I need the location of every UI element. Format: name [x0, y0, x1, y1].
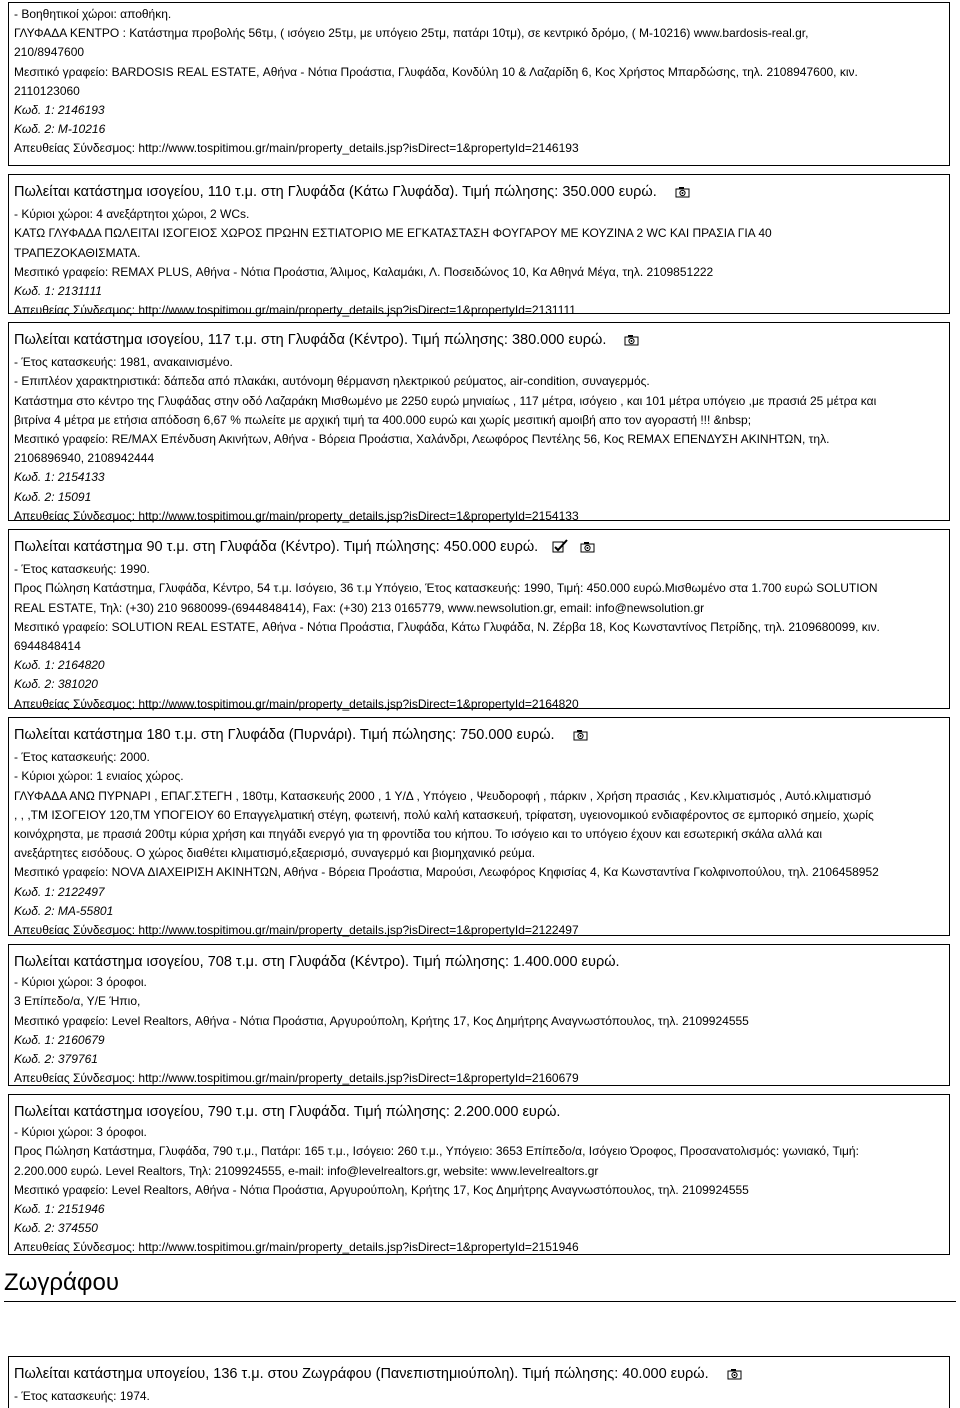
listing-title-text[interactable]: Πωλείται κατάστημα ισογείου, 708 τ.μ. στη Γλυφάδα (Κέντρο). Τιμή πώλησης: 1.400.000 ευρώ. [14, 954, 620, 970]
listing-card [8, 717, 950, 936]
listing-line: Μεσιτικό γραφείο: BARDOSIS REAL ESTATE, Αθήνα - Νότια Προάστια, Γλυφάδα, Κονδύλη 10 & Λαζαρίδη 6, Κος Χρήστος Μπαρδώσης, τηλ. 2108947600, κιν. [14, 64, 858, 79]
code-2: Κωδ. 2: 15091 [14, 489, 92, 504]
code-1: Κωδ. 1: 2164820 [14, 658, 105, 673]
listing-title-text[interactable]: Πωλείται κατάστημα ισογείου, 117 τ.μ. στη Γλυφάδα (Κέντρο). Τιμή πώλησης: 380.000 ευρώ. [14, 332, 607, 348]
listing-card [8, 1356, 950, 1408]
listing-title-text[interactable]: Πωλείται κατάστημα ισογείου, 790 τ.μ. στη Γλυφάδα. Τιμή πώλησης: 2.200.000 ευρώ. [14, 1104, 561, 1120]
listing-line: ανεξάρτητες εισόδους. Ο χώρος διαθέτει κλιματισμό,εξαερισμό, συναγερμό και βιομηχανικό ρεύμα. [14, 846, 536, 861]
listing-line: - Κύριοι χώροι: 3 όροφοι. [14, 975, 147, 990]
code-2: Κωδ. 2: M-10216 [14, 122, 106, 137]
section-heading: Ζωγράφου [4, 1269, 119, 1296]
listing-line: 3 Επίπεδο/α, Υ/Ε Ήπιο, [14, 994, 141, 1009]
listing-line: - Έτος κατασκευής: 1990. [14, 562, 150, 577]
listing-line: κοινόχρηστα, με πρασιά 200τμ κύρια χρήση και πηγάδι ενεργό για τη φροντίδα του κήπου. Το ισόγειο και το υπόγειο έχουν και εσωτερική σκάλα αλλά και [14, 826, 822, 841]
listing-line: Μεσιτικό γραφείο: Level Realtors, Αθήνα - Νότια Προάστια, Αργυρούπολη, Κρήτης 17, Κος Δημήτρης Αναγνωστόπουλος, τηλ. 2109924555 [14, 1013, 749, 1028]
code-1: Κωδ. 1: 2122497 [14, 884, 105, 899]
listing-line: - Κύριοι χώροι: 4 ανεξάρτητοι χώροι, 2 WCs. [14, 207, 250, 222]
listing-title[interactable] [14, 183, 949, 204]
listing-title-text[interactable]: Πωλείται κατάστημα ισογείου, 110 τ.μ. στη Γλυφάδα (Κάτω Γλυφάδα). Τιμή πώλησης: 350.000 ευρώ. [14, 184, 657, 200]
listing-line: - Κύριοι χώροι: 1 ενιαίος χώρος. [14, 769, 184, 784]
camera-icon[interactable] [573, 728, 588, 747]
direct-link[interactable]: Απευθείας Σύνδεσμος: http://www.tospitimou.gr/main/property_details.jsp?isDirect=1&propertyId=2131111 [14, 303, 576, 318]
listing-line: - Βοηθητικοί χώροι: αποθήκη. [14, 7, 172, 21]
code-2: Κωδ. 2: 374550 [14, 1221, 98, 1236]
code-1: Κωδ. 1: 2131111 [14, 283, 102, 298]
listing-line: - Έτος κατασκευής: 1981, ανακαινισμένο. [14, 355, 233, 370]
listing-line: ΓΛΥΦΑΔΑ ΚΕΝΤΡΟ : Κατάστημα προβολής 56τμ, ( ισόγειο 25τμ, με υπόγειο 25τμ, πατάρι 10τμ), σε κεντρικό δρόμο, ( Μ-10216) www.bardosis-real.gr, [14, 26, 809, 41]
listing-line: , , ,ΤΜ ΙΣΟΓΕΙΟΥ 120,ΤΜ ΥΠΟΓΕΙΟΥ 60 Επαγγελματική στέγη, φωτεινή, πολύ καλή κατασκευή, τρίφατση, υγειονομικού ενδιαφέροντος σε εμπορικό σημείο, χωρίς [14, 807, 874, 822]
listing-title-text[interactable]: Πωλείται κατάστημα υπογείου, 136 τ.μ. στου Ζωγράφου (Πανεπιστημιούπολη). Τιμή πώλησης: 40.000 ευρώ. [14, 1366, 709, 1382]
listing-line: 2106896940, 2108942444 [14, 451, 155, 466]
listing-line: ΓΛΥΦΑΔΑ ΑΝΩ ΠΥΡΝΑΡΙ , ΕΠΑΓ.ΣΤΕΓΗ , 180τμ, Κατασκευής 2000 , 1 Υ/Δ , Υπόγειο , Ψευδοροφή , πάρκιν , Χρήση πρασιάς , Κεν.κλιματισμός , Αυτό.κλιματισμό [14, 788, 872, 803]
code-1: Κωδ. 1: 2160679 [14, 1032, 105, 1047]
listing-line: Μεσιτικό γραφείο: RE/MAX Επένδυση Ακινήτων, Αθήνα - Βόρεια Προάστια, Χαλάνδρι, Λεωφόρος Πεντέλης 56, Κος REMAX ΕΠΕΝΔΥΣΗ ΑΚΙΝΗΤΩΝ, τηλ. [14, 431, 830, 446]
listing-line: - Κύριοι χώροι: 3 όροφοι. [14, 1125, 147, 1140]
listing-title[interactable] [14, 1365, 949, 1386]
direct-link[interactable]: Απευθείας Σύνδεσμος: http://www.tospitimou.gr/main/property_details.jsp?isDirect=1&propertyId=2146193 [14, 141, 579, 156]
listing-line: Κατάστημα στο κέντρο της Γλυφάδας στην οδό Λαζαράκη Μισθωμένο με 2250 ευρώ μηνιαίως , 117 μέτρα, ισόγειο , και 101 μέτρα υπόγειο ,με πρασιά 25 μέτρα και [14, 393, 877, 408]
code-1: Κωδ. 1: 2154133 [14, 470, 105, 485]
code-2: Κωδ. 2: 381020 [14, 677, 98, 692]
camera-icon[interactable] [580, 540, 595, 559]
listing-title[interactable] [14, 538, 949, 559]
listing-line: Μεσιτικό γραφείο: Level Realtors, Αθήνα - Νότια Προάστια, Αργυρούπολη, Κρήτης 17, Κος Δημήτρης Αναγνωστόπουλος, τηλ. 2109924555 [14, 1182, 749, 1197]
camera-icon[interactable] [727, 1367, 742, 1386]
code-2: Κωδ. 2: 379761 [14, 1051, 98, 1066]
listing-title[interactable] [14, 331, 949, 352]
listing-line: Προς Πώληση Κατάστημα, Γλυφάδα, Κέντρο, 54 τ.μ. Ισόγειο, 36 τ.μ Υπόγειο, Έτος κατασκευής: 1990, Τιμή: 450.000 ευρώ.Μισθωμένο στα 1.700 ευρώ SOLUTION [14, 581, 878, 596]
listing-line: Μεσιτικό γραφείο: SOLUTION REAL ESTATE, Αθήνα - Νότια Προάστια, Γλυφάδα, Κάτω Γλυφάδα, Ν. Ζέρβα 18, Κος Κωνσταντίνος Πετρίδης, τηλ. 2109680099, κιν. [14, 619, 880, 634]
listing-card [8, 944, 950, 1086]
camera-icon[interactable] [675, 185, 690, 204]
listing-card [8, 322, 950, 521]
listing-line: 2110123060 [14, 83, 80, 98]
listing-line: ΤΡΑΠΕΖΟΚΑΘΙΣΜΑΤΑ. [14, 245, 141, 260]
direct-link[interactable]: Απευθείας Σύνδεσμος: http://www.tospitimou.gr/main/property_details.jsp?isDirect=1&propertyId=2164820 [14, 696, 579, 711]
listing-title-text[interactable]: Πωλείται κατάστημα 180 τ.μ. στη Γλυφάδα (Πυρνάρι). Τιμή πώλησης: 750.000 ευρώ. [14, 727, 555, 743]
listing-intro [8, 2, 950, 166]
listing-line: Μεσιτικό γραφείο: NOVA ΔΙΑΧΕΙΡΙΣΗ ΑΚΙΝΗΤΩΝ, Αθήνα - Βόρεια Προάστια, Μαρούσι, Λεωφόρος Κηφισίας 4, Κα Κωνσταντίνα Γκολφινοπούλου, τηλ. 2106458952 [14, 865, 879, 880]
direct-link[interactable]: Απευθείας Σύνδεσμος: http://www.tospitimou.gr/main/property_details.jsp?isDirect=1&propertyId=2122497 [14, 922, 579, 937]
listing-title[interactable] [14, 953, 949, 972]
listing-line: REAL ESTATE, Τηλ: (+30) 210 9680099-(6944848414), Fax: (+30) 213 0165779, www.newsolution.gr, email: info@newsolution.gr [14, 600, 705, 615]
direct-link[interactable]: Απευθείας Σύνδεσμος: http://www.tospitimou.gr/main/property_details.jsp?isDirect=1&propertyId=2154133 [14, 508, 579, 523]
listing-line: Μεσιτικό γραφείο: REMAX PLUS, Αθήνα - Νότια Προάστια, Άλιμος, Καλαμάκι, Λ. Ποσειδώνος 10, Κα Αθηνά Μέγα, τηλ. 2109851222 [14, 264, 714, 279]
listing-title[interactable] [14, 726, 949, 747]
listing-title[interactable] [14, 1103, 949, 1122]
direct-link[interactable]: Απευθείας Σύνδεσμος: http://www.tospitimou.gr/main/property_details.jsp?isDirect=1&propertyId=2151946 [14, 1240, 579, 1255]
listing-line: βιτρίνα 4 μέτρα με ετήσια απόδοση 6,67 % πωλείτε με αρχική τιμή τα 400.000 ευρώ και χωρίς μεσιτική αμοιβή απο τον αγοραστή !!! &nbsp; [14, 412, 752, 427]
listing-line: 210/8947600 [14, 45, 85, 60]
listing-line: - Έτος κατασκευής: 1974. [14, 1389, 150, 1404]
direct-link[interactable]: Απευθείας Σύνδεσμος: http://www.tospitimou.gr/main/property_details.jsp?isDirect=1&propertyId=2160679 [14, 1071, 579, 1086]
code-1: Κωδ. 1: 2146193 [14, 102, 105, 117]
camera-icon[interactable] [624, 333, 639, 352]
listing-line: - Επιπλέον χαρακτηριστικά: δάπεδα από πλακάκι, αυτόνομη θέρμανση ηλεκτρικού ρεύματος, air-condition, συναγερμός. [14, 374, 650, 389]
listing-card [8, 174, 950, 318]
listing-title-text[interactable]: Πωλείται κατάστημα 90 τ.μ. στη Γλυφάδα (Κέντρο). Τιμή πώλησης: 450.000 ευρώ. [14, 539, 539, 555]
listing-line: 6944848414 [14, 638, 81, 653]
listing-line: - Έτος κατασκευής: 2000. [14, 750, 150, 765]
listing-line: Προς Πώληση Κατάστημα, Γλυφάδα, 790 τ.μ., Πατάρι: 165 τ.μ., Ισόγειο: 260 τ.μ., Υπόγειο: 3653 Επίπεδο/α, Ισόγειο Όροφος, Προσανατολισμός: γωνιακό, Τιμή: [14, 1144, 859, 1159]
code-2: Κωδ. 2: MA-55801 [14, 903, 114, 918]
listing-line: ΚΑΤΩ ΓΛΥΦΑΔΑ ΠΩΛΕΙΤΑΙ ΙΣΟΓΕΙΟΣ ΧΩΡΟΣ ΠΡΩΗΝ ΕΣΤΙΑΤΟΡΙΟ ΜΕ ΕΓΚΑΤΑΣΤΑΣΗ ΦΟΥΓΑΡΟΥ ΜΕ ΚΟΥΖΙΝΑ 2 WC ΚΑΙ ΠΡΑΣΙΑ ΓΙΑ 40 [14, 226, 772, 241]
checkbox-checked-icon[interactable] [552, 539, 568, 559]
code-1: Κωδ. 1: 2151946 [14, 1201, 105, 1216]
section-divider [4, 1301, 956, 1302]
listing-line: 2.200.000 ευρώ. Level Realtors, Τηλ: 2109924555, e-mail: info@levelrealtors.gr, website: www.levelrealtors.gr [14, 1163, 599, 1178]
listing-card [8, 1094, 950, 1255]
listing-card [8, 529, 950, 709]
